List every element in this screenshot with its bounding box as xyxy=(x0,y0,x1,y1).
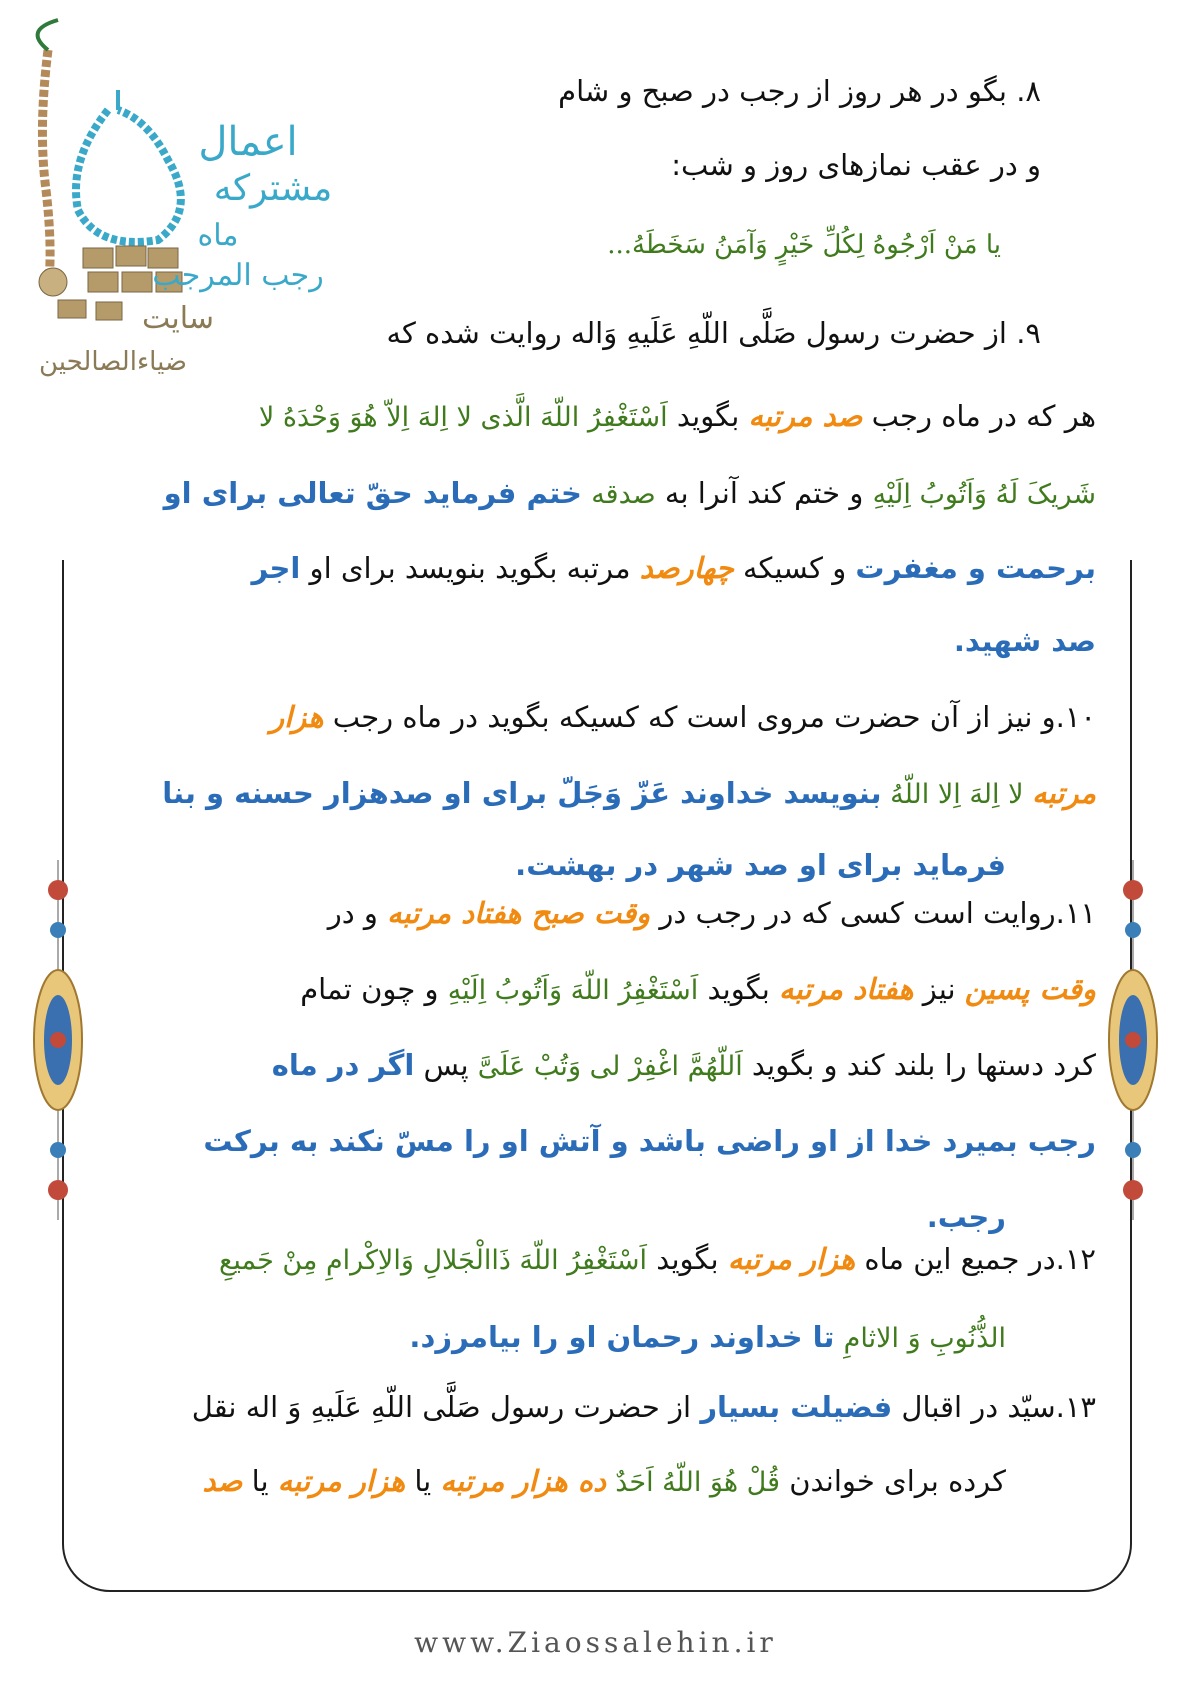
item-12-dua: اَسْتَغْفِرُ اللّهَ ذَاالْجَلالِ وَالاِکْرامِ مِنْ جَمیعِ xyxy=(218,1245,648,1276)
item-12-text xyxy=(834,1320,843,1354)
item-13-text: یا xyxy=(242,1464,278,1498)
logo-title-line2: مشترکه xyxy=(213,168,333,209)
item-9-text: و ختم کند آنرا به xyxy=(655,476,873,510)
item-11-emphasis: رجب. xyxy=(926,1200,1006,1234)
logo-title-line1: اعمال xyxy=(198,119,298,165)
item-8-line-2: و در عقب نمازهای روز و شب: xyxy=(671,148,1041,182)
item-12-emphasis: تا خداوند رحمان او را بیامرزد. xyxy=(409,1320,835,1354)
item-9-text: بگوید xyxy=(667,399,749,433)
item-8-line-1: ۸. بگو در هر روز از رجب در صبح و شام xyxy=(558,74,1041,108)
item-9-line-b xyxy=(96,452,1096,536)
item-11-highlight: وقت صبح هفتاد مرتبه xyxy=(387,896,651,930)
item-9-line-1: ۹. از حضرت رسول صَلَّى اللّهِ عَلَیهِ وَاله روایت شده که xyxy=(386,316,1041,350)
item-9-dua: شَریکَ لَهُ وَاَتُوبُ اِلَیْهِ xyxy=(872,479,1096,510)
item-9-dua: اَسْتَغْفِرُ اللّهَ الَّذی لا اِلهَ اِلاّ هُوَ وَحْدَهُ لا xyxy=(258,402,668,433)
item-11-line-a xyxy=(328,872,1096,954)
logo-title-line3: ماه xyxy=(197,218,239,253)
logo-site-name: ضیاءالصالحین xyxy=(38,347,188,377)
item-11-highlight: وقت پسین xyxy=(964,972,1096,1006)
item-11-dua: اَللّهُمَّ اغْفِرْ لی وَتُبْ عَلَیَّ xyxy=(477,1051,743,1082)
item-11-line-b xyxy=(300,948,1096,1032)
item-10-text: ۱۰.و نیز از آن حضرت مروی است که کسیکه بگوید در ماه رجب xyxy=(323,700,1096,734)
item-13-text: یا xyxy=(405,1464,441,1498)
left-ornament-icon xyxy=(32,860,84,1220)
item-11-text: بگوید xyxy=(698,972,780,1006)
item-9-line-a xyxy=(96,375,1096,459)
item-10-highlight: هزار xyxy=(270,700,324,734)
item-12-text: بگوید xyxy=(647,1242,728,1276)
item-13-text: ۱۳.سیّد در اقبال xyxy=(892,1390,1096,1424)
item-9-emphasis: برحمت و مغفرت xyxy=(855,551,1096,585)
item-11-line-d xyxy=(203,1100,1096,1182)
item-12-highlight: هزار مرتبه xyxy=(727,1242,856,1276)
item-9-text: هر که در ماه رجب xyxy=(862,399,1096,433)
item-13-emphasis: فضیلت بسیار xyxy=(700,1390,893,1424)
item-13-text: کرده برای خواندن xyxy=(780,1464,1006,1498)
item-12-text: ۱۲.در جمیع این ماه xyxy=(855,1242,1096,1276)
item-9-text: مرتبه بگوید بنویسد برای او xyxy=(300,551,640,585)
item-13-line-a xyxy=(192,1366,1096,1448)
item-11-text: و در xyxy=(327,896,388,930)
logo-site-label: سایت xyxy=(141,301,215,336)
item-8-dua: یا مَنْ اَرْجُوهُ لِکُلِّ خَیْرٍ وَآمَنُ سَخَطَهُ... xyxy=(607,230,1001,260)
item-9-line-c xyxy=(96,527,1096,609)
item-9-dua: صدقه xyxy=(591,479,656,510)
item-11-text: و چون تمام xyxy=(300,972,448,1006)
item-10-line-a xyxy=(270,676,1096,758)
item-12-dua: الذُّنُوبِ وَ الاثامِ xyxy=(843,1323,1006,1354)
item-11-highlight: هفتاد مرتبه xyxy=(779,972,914,1006)
item-9-emphasis: صد شهید. xyxy=(953,624,1096,658)
item-10-dua: لا اِلهَ اِلا اللّهُ xyxy=(881,779,1033,810)
item-13-highlight: ده هزار مرتبه xyxy=(440,1464,607,1498)
item-9-text: و کسیکه xyxy=(733,551,856,585)
item-9-line-d xyxy=(954,600,1096,682)
item-10-emphasis: فرماید برای او صد شهر در بهشت. xyxy=(515,848,1006,882)
item-11-emphasis: اگر در ماه xyxy=(271,1048,415,1082)
item-13-highlight: هزار مرتبه xyxy=(277,1464,406,1498)
item-11-text: نیز xyxy=(913,972,965,1006)
item-11-line-c xyxy=(272,1024,1096,1108)
item-13-text: از حضرت رسول صَلَّى اللّهِ عَلَیهِ وَ اله نقل xyxy=(191,1390,701,1424)
item-12-line-a xyxy=(219,1218,1096,1302)
item-9-highlight: چهارصد xyxy=(639,551,734,585)
item-13-text xyxy=(606,1464,615,1498)
item-9-highlight: صد مرتبه xyxy=(748,399,863,433)
item-10-emphasis: بنویسد خداوند عَزّ وَجَلّ برای او صدهزار حسنه و بنا xyxy=(162,776,882,810)
item-11-emphasis: رجب بمیرد خدا از او راضی باشد و آتش او را مسّ نکند به برکت xyxy=(203,1124,1096,1158)
item-10-highlight: مرتبه xyxy=(1032,776,1096,810)
item-11-dua: اَسْتَغْفِرُ اللّهَ وَاَتُوبُ اِلَیْهِ xyxy=(447,975,699,1006)
site-logo xyxy=(18,10,333,395)
item-11-text: کرد دستها را بلند کند و بگوید xyxy=(742,1048,1096,1082)
right-ornament-icon xyxy=(1107,860,1159,1220)
item-13-highlight: صد xyxy=(202,1464,243,1498)
item-13-line-b xyxy=(203,1440,1006,1524)
item-9-emphasis: ختم فرماید حقّ تعالی برای او xyxy=(163,476,582,510)
item-9-text xyxy=(582,476,591,510)
item-13-dua: قُلْ هُوَ اللّهُ اَحَدٌ xyxy=(615,1467,781,1498)
footer-url[interactable]: www.Ziaossalehin.ir xyxy=(414,1626,777,1659)
logo-title-line4: رجب المرجب xyxy=(152,258,324,293)
item-11-text: پس xyxy=(414,1048,478,1082)
item-9-emphasis: اجر xyxy=(251,551,301,585)
item-11-text: ۱۱.روایت است کسی که در رجب در xyxy=(650,896,1096,930)
